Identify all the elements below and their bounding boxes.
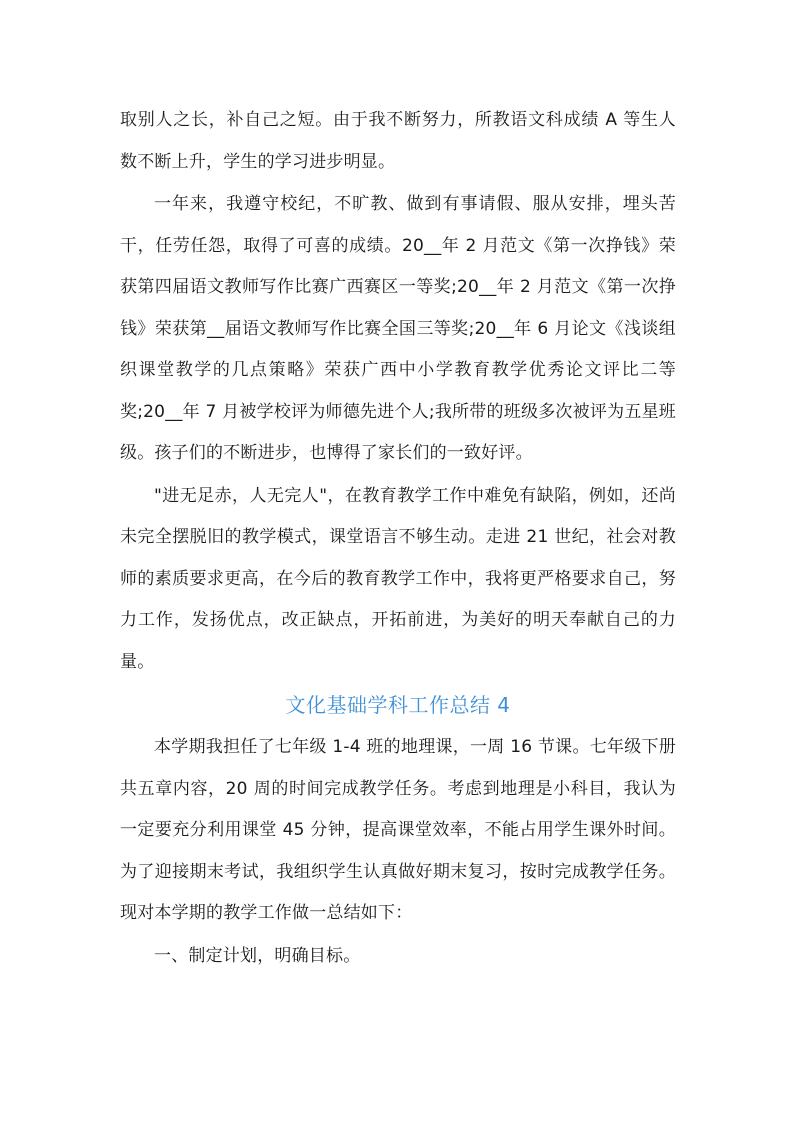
paragraph-reflection: "进无足赤，人无完人"，在教育教学工作中难免有缺陷，例如，还尚未完全摆脱旧的教学模式，课堂语言不够生动。走进 21 世纪，社会对教师的素质要求更高，在今后的教育教学工作中，我将更严格要求自己，努力工作，发扬优点，改正缺点，开拓前进，为美好的明天奉献自己的力量。: [120, 485, 676, 672]
document-body: [120, 100, 676, 977]
section-title: 文化基础学科工作总结 4: [285, 693, 511, 717]
paragraph-continued: 取别人之长，补自己之短。由于我不断努力，所教语文科成绩 A 等生人数不断上升，学生的学习进步明显。: [120, 110, 676, 172]
paragraph-achievements: 一年来，我遵守校纪，不旷教、做到有事请假、服从安排，埋头苦干，任劳任怨，取得了可喜的成绩。20__年 2 月范文《第一次挣钱》荣获第四届语文教师写作比赛广西赛区一等奖;20__年 2 月范文《第一次挣钱》荣获第__届语文教师写作比赛全国三等奖;20__年 6 月论文《浅谈组织课堂教学的几点策略》荣获广西中小学教育教学优秀论文评比二等奖;20__年 7 月被学校评为师德先进个人;我所带的班级多次被评为五星班级。孩子们的不断进步，也博得了家长们的一致好评。: [120, 194, 676, 463]
paragraph-heading-plan: 一、制定计划，明确目标。: [154, 945, 361, 966]
paragraph-geography-intro: 本学期我担任了七年级 1-4 班的地理课，一周 16 节课。七年级下册共五章内容，20 周的时间完成教学任务。考虑到地理是小科目，我认为一定要充分利用课堂 45 分钟，提高课堂效率，不能占用学生课外时间。为了迎接期末考试，我组织学生认真做好期末复习，按时完成教学任务。现对本学期的教学工作做一总结如下：: [120, 737, 676, 923]
